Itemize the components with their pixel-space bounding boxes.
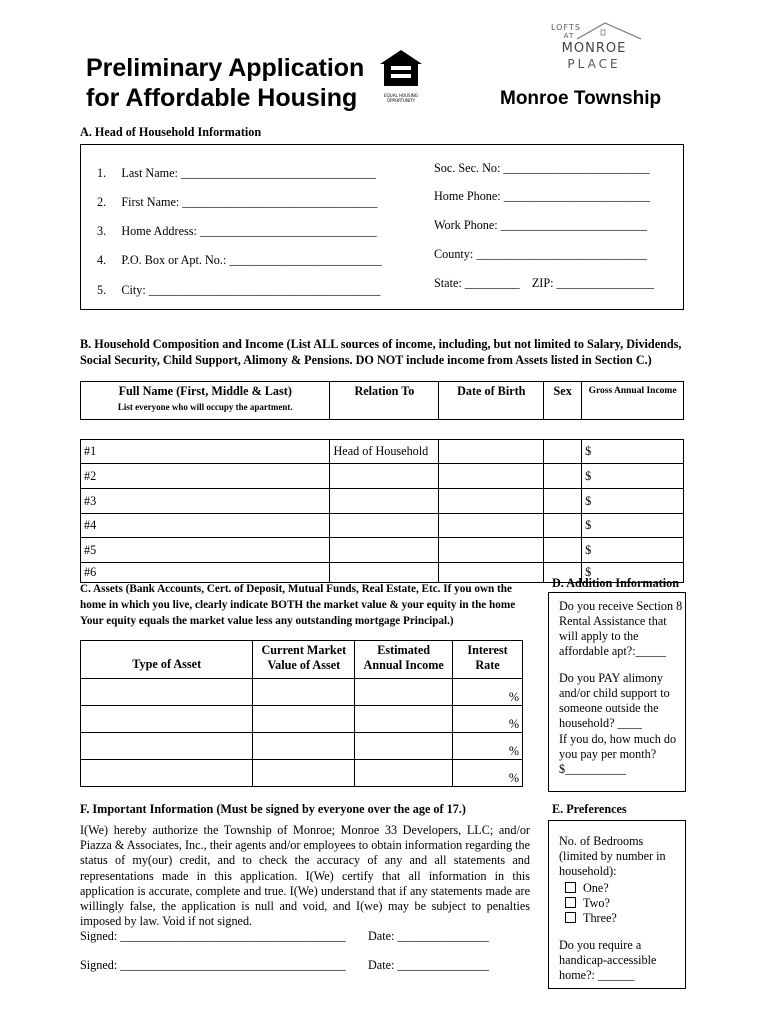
section-f-heading: F. Important Information (Must be signed by everyone over the age of 17.) [80,802,466,816]
member-sex[interactable] [544,464,582,489]
member-dob[interactable] [439,489,544,514]
asset-type[interactable] [81,733,253,760]
member-relation[interactable] [330,489,439,514]
date-line-2[interactable]: Date: _______________ [368,958,489,972]
member-relation[interactable] [330,538,439,563]
bedroom-option-two[interactable] [565,896,610,911]
option-three-label: Three? [583,911,617,925]
member-relation[interactable] [330,464,439,489]
county-field[interactable]: County: ____________________________ [434,247,647,261]
po-box-field[interactable]: 4. P.O. Box or Apt. No.: _________________________ [97,253,382,267]
table-row [81,440,684,464]
city-field[interactable]: 5. City: ______________________________________ [97,283,381,297]
asset-type[interactable] [81,706,253,733]
date-line-1[interactable]: Date: _______________ [368,929,489,943]
section-c-heading: C. Assets (Bank Accounts, Cert. of Deposit, Mutual Funds, Real Estate, Etc. If you own the home in which you live, clearly indicate BOTH the market value & your equity in the home Your equity equals the market value less any outstanding mortgage Principal.) [80,583,516,627]
page-title-line1: Preliminary Application [86,54,365,82]
member-sex[interactable] [544,489,582,514]
member-num: #2 [81,464,330,489]
member-num: #4 [81,514,330,538]
member-relation[interactable] [330,563,439,583]
member-dob[interactable] [439,464,544,489]
member-dob[interactable] [439,538,544,563]
bedroom-option-three[interactable] [565,911,617,926]
checkbox-three[interactable] [565,912,576,923]
member-num: #5 [81,538,330,563]
asset-market-value[interactable] [253,760,355,787]
first-name-field[interactable]: 2. First Name: ________________________________ [97,195,378,209]
logo-line-place: PLACE [567,57,621,71]
member-dob[interactable] [439,440,544,464]
ssn-field[interactable]: Soc. Sec. No: ________________________ [434,161,650,175]
member-dob[interactable] [439,563,544,583]
assets-table [80,640,523,787]
asset-rate[interactable]: % [453,679,523,706]
equal-housing-caption: EQUAL HOUSING OPPORTUNITY [384,93,418,103]
asset-annual-income[interactable] [355,733,453,760]
signature-line-1[interactable]: Signed: _____________________________________ [80,929,346,943]
asset-annual-income[interactable] [355,760,453,787]
col-date-of-birth: Date of Birth [439,382,544,420]
table-row [81,464,684,489]
alimony-amount-question: If you do, how much do you pay per month? [559,732,677,761]
last-name-field[interactable]: 1. Last Name: ________________________________ [97,166,376,180]
col-market-value: Current Market Value of Asset [253,641,355,679]
bedroom-option-one[interactable] [565,881,609,896]
bedrooms-label: No. of Bedrooms (limited by number in household): [559,834,666,878]
assets-table-header [81,641,523,679]
option-two-label: Two? [583,896,610,910]
alimony-amount-field[interactable]: $__________ [559,762,627,776]
asset-market-value[interactable] [253,733,355,760]
col-relation: Relation To [330,382,439,420]
home-phone-field[interactable]: Home Phone: ________________________ [434,189,650,203]
col-full-name-label: Full Name (First, Middle & Last) [118,384,292,398]
member-income[interactable]: $ [582,538,684,563]
asset-rate[interactable]: % [453,733,523,760]
accessible-question[interactable]: Do you require a handicap-accessible home?: ______ [559,938,657,982]
asset-market-value[interactable] [253,679,355,706]
section-a-box [80,144,684,310]
member-relation[interactable] [330,514,439,538]
col-asset-type: Type of Asset [81,641,253,679]
section-d-box [548,592,686,792]
asset-annual-income[interactable] [355,706,453,733]
section8-question[interactable]: Do you receive Section 8 Rental Assistance that will apply to the affordable apt?:_____ [559,599,683,658]
section-e-heading: E. Preferences [552,802,627,816]
page-title-line2: for Affordable Housing [86,84,358,112]
table-row [81,760,523,787]
household-table [80,381,684,583]
home-address-field[interactable]: 3. Home Address: _____________________________ [97,224,377,238]
logo-line-monroe: MONROE [561,41,627,56]
table-row [81,706,523,733]
state-zip-field[interactable]: State: _________ ZIP: ________________ [434,276,655,290]
col-interest-rate: Interest Rate [453,641,523,679]
table-row [81,679,523,706]
logo-line-lofts: LOFTS [551,23,581,32]
member-income[interactable]: $ [582,464,684,489]
work-phone-field[interactable]: Work Phone: ________________________ [434,218,647,232]
member-sex[interactable] [544,514,582,538]
township-name: Monroe Township [500,88,662,109]
col-full-name-sub: List everyone who will occupy the apartment. [117,402,293,412]
logo-line-at: AT [563,32,575,40]
asset-type[interactable] [81,679,253,706]
lofts-monroe-logo [545,17,645,77]
member-income[interactable]: $ [582,440,684,464]
asset-rate[interactable]: % [453,706,523,733]
checkbox-one[interactable] [565,882,576,893]
member-income[interactable]: $ [582,514,684,538]
member-sex[interactable] [544,538,582,563]
option-one-label: One? [583,881,609,895]
member-sex[interactable] [544,440,582,464]
checkbox-two[interactable] [565,897,576,908]
member-num: #1 [81,440,330,464]
equal-housing-logo [378,48,424,103]
member-income[interactable]: $ [582,563,684,583]
col-full-name [81,382,330,420]
asset-market-value[interactable] [253,706,355,733]
authorization-text: I(We) hereby authorize the Township of Monroe; Monroe 33 Developers, LLC; and/or Piazza & Associates, Inc., their agents and/or employees to obtain information regarding the status of my(our) credit, and to check the accuracy of any and all statements and representations made in this application. I(We) certify that all information in this application is accurate, complete and true. I(We) understand that if any statements made are willingly false, the application is null and void, and I(we) may be subject to penalties imposed by law. Void if not signed. [80,823,530,929]
table-row [81,733,523,760]
table-row [81,514,684,538]
section-a-heading: A. Head of Household Information [80,125,262,139]
signature-line-2[interactable]: Signed: _____________________________________ [80,958,346,972]
col-annual-income: Estimated Annual Income [355,641,453,679]
asset-annual-income[interactable] [355,679,453,706]
section-e-box [548,820,686,989]
member-income[interactable]: $ [582,489,684,514]
section-d-heading: D. Addition Information [552,576,679,590]
col-sex: Sex [544,382,582,420]
alimony-question[interactable]: Do you PAY alimony and/or child support to someone outside the household? ____ [559,671,670,730]
section-b-heading: B. Household Composition and Income (List ALL sources of income, including, but not limited to Salary, Dividends, Social Security, Child Support, Alimony & Pensions. DO NOT include income from Assets listed in Section C.) [80,337,682,367]
member-dob[interactable] [439,514,544,538]
household-table-header [81,382,684,420]
member-num: #6 [81,563,330,583]
member-num: #3 [81,489,330,514]
table-row [81,538,684,563]
member-relation[interactable]: Head of Household [330,440,439,464]
col-gross-income: Gross Annual Income [582,382,684,420]
asset-type[interactable] [81,760,253,787]
equal-housing-icon [378,48,424,88]
asset-rate[interactable]: % [453,760,523,787]
table-row [81,489,684,514]
